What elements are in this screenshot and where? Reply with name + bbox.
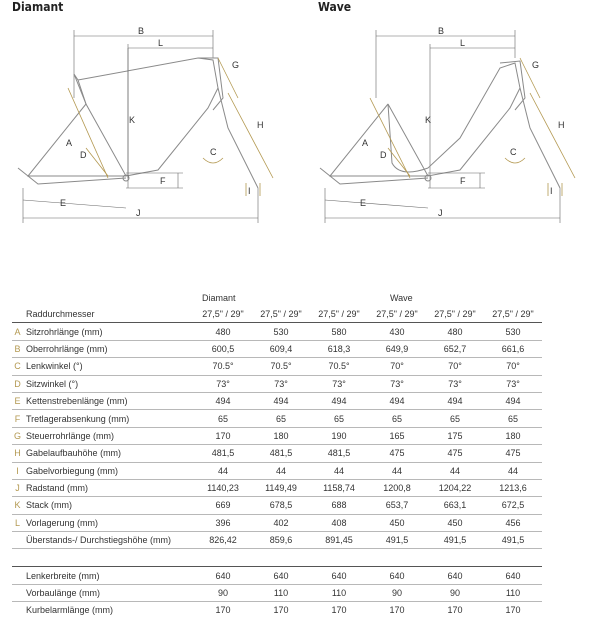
- table-cell: 70°: [368, 358, 426, 375]
- table-cell: 480: [194, 323, 252, 340]
- table-cell: 44: [484, 462, 542, 479]
- dim-label-c: C: [510, 147, 517, 157]
- table-cell: 475: [484, 445, 542, 462]
- table-cell: 663,1: [426, 497, 484, 514]
- table-cell: 1204,22: [426, 479, 484, 496]
- table-cell: 402: [252, 514, 310, 531]
- table-cell: 669: [194, 497, 252, 514]
- table-row: [12, 479, 542, 496]
- row-label: Sitzrohrlänge (mm): [23, 323, 194, 340]
- table-cell: 475: [426, 445, 484, 462]
- table-cell: 396: [194, 514, 252, 531]
- table-cell: 65: [426, 410, 484, 427]
- dim-label-g: G: [532, 60, 540, 70]
- table-cell: 44: [194, 462, 252, 479]
- table-cell: 73°: [310, 375, 368, 392]
- table-cell: 44: [252, 462, 310, 479]
- dim-label-k: K: [425, 115, 432, 125]
- table-cell: 73°: [368, 375, 426, 392]
- table-cell: 826,42: [194, 532, 252, 549]
- row-label: Steuerrohrlänge (mm): [23, 427, 194, 444]
- table-cell: 640: [484, 567, 542, 584]
- table-cell: 408: [310, 514, 368, 531]
- row-letter: G: [12, 427, 23, 444]
- spacer-row: [12, 549, 542, 567]
- table-cell: 481,5: [310, 445, 368, 462]
- wave-title: Wave: [318, 0, 352, 14]
- row-letter: F: [12, 410, 23, 427]
- table-cell: 640: [252, 567, 310, 584]
- table-cell: 530: [252, 323, 310, 340]
- row-letter: A: [12, 323, 23, 340]
- diamant-title: Diamant: [12, 0, 64, 14]
- dim-label-e: E: [60, 198, 67, 208]
- table-cell: 110: [310, 584, 368, 601]
- table-cell: 661,6: [484, 340, 542, 357]
- table-row: [12, 497, 542, 514]
- size-header: 27,5" / 29": [426, 306, 484, 323]
- table-cell: 180: [252, 427, 310, 444]
- table-cell: 456: [484, 514, 542, 531]
- dim-label-i: I: [550, 186, 553, 196]
- table-row: [12, 340, 542, 357]
- table-cell: 65: [252, 410, 310, 427]
- table-cell: 90: [368, 584, 426, 601]
- table-cell: 1213,6: [484, 479, 542, 496]
- row-letter: C: [12, 358, 23, 375]
- table-cell: 530: [484, 323, 542, 340]
- table-row: [12, 514, 542, 531]
- table-cell: 640: [426, 567, 484, 584]
- row-label: Überstands-/ Durchstiegshöhe (mm): [23, 532, 194, 549]
- table-cell: 170: [331, 605, 347, 616]
- table-cell: 44: [368, 462, 426, 479]
- table-cell: 688: [310, 497, 368, 514]
- dim-label-a: A: [66, 138, 73, 148]
- row-label: Kettenstrebenlänge (mm): [23, 392, 194, 409]
- row-letter: E: [12, 392, 23, 409]
- wave-frame-diagram: [310, 18, 590, 248]
- row-label: Sitzwinkel (°): [23, 375, 194, 392]
- size-header: 27,5" / 29": [368, 306, 426, 323]
- row-label: Lenkwinkel (°): [23, 358, 194, 375]
- table-cell: 70.5°: [310, 358, 368, 375]
- table-row: [12, 532, 542, 549]
- diamant-frame-diagram: [8, 18, 288, 248]
- table-cell: 580: [310, 323, 368, 340]
- table-cell: 170: [273, 605, 289, 616]
- row-label: Stack (mm): [23, 497, 194, 514]
- table-cell: 65: [368, 410, 426, 427]
- dim-label-d: D: [380, 150, 387, 160]
- row-label: Gabelaufbauhöhe (mm): [23, 445, 194, 462]
- table-cell: 491,5: [368, 532, 426, 549]
- table-cell: 450: [426, 514, 484, 531]
- table-row: [12, 445, 542, 462]
- row-letter: J: [12, 479, 23, 496]
- row-label: Kurbelarmlänge (mm): [26, 605, 114, 616]
- row-letter: H: [12, 445, 23, 462]
- group-wave: Wave: [390, 293, 413, 303]
- row-letter: K: [12, 497, 23, 514]
- row-label: Gabelvorbiegung (mm): [23, 462, 194, 479]
- table-cell: 70°: [426, 358, 484, 375]
- table-cell: 1158,74: [310, 479, 368, 496]
- dim-label-b: B: [138, 26, 145, 36]
- group-diamant: Diamant: [202, 293, 236, 303]
- row-label: Lenkerbreite (mm): [23, 567, 194, 584]
- table-cell: 110: [484, 584, 542, 601]
- dim-label-h: H: [257, 120, 264, 130]
- dim-label-d: D: [80, 150, 87, 160]
- row-letter: [12, 532, 23, 549]
- row-letter: L: [12, 514, 23, 531]
- table-cell: 44: [310, 462, 368, 479]
- table-cell: 494: [484, 392, 542, 409]
- dim-label-g: G: [232, 60, 240, 70]
- table-cell: 1149,49: [252, 479, 310, 496]
- row-label: Tretlagerabsenkung (mm): [23, 410, 194, 427]
- table-cell: 494: [310, 392, 368, 409]
- table-row: [12, 358, 542, 375]
- table-cell: 640: [194, 567, 252, 584]
- table-cell: 73°: [252, 375, 310, 392]
- dim-label-f: F: [160, 176, 166, 186]
- table-cell: 90: [426, 584, 484, 601]
- table-cell: 70°: [484, 358, 542, 375]
- dim-label-j: J: [438, 208, 443, 218]
- dim-label-a: A: [362, 138, 369, 148]
- table-cell: 1140,23: [194, 479, 252, 496]
- table-row: [12, 567, 542, 584]
- header-label: Raddurchmesser: [23, 306, 194, 323]
- table-cell: 600,5: [194, 340, 252, 357]
- dim-label-h: H: [558, 120, 565, 130]
- table-cell: 165: [368, 427, 426, 444]
- table-row: [12, 392, 542, 409]
- table-cell: 678,5: [252, 497, 310, 514]
- dim-label-k: K: [129, 115, 136, 125]
- table-cell: 891,45: [310, 532, 368, 549]
- dim-label-i: I: [248, 186, 251, 196]
- table-row: [12, 427, 542, 444]
- size-header: 27,5" / 29": [310, 306, 368, 323]
- table-cell: 430: [368, 323, 426, 340]
- table-cell: 44: [426, 462, 484, 479]
- table-cell: 175: [426, 427, 484, 444]
- table-cell: 65: [484, 410, 542, 427]
- table-cell: 609,4: [252, 340, 310, 357]
- table-cell: 450: [368, 514, 426, 531]
- dim-label-c: C: [210, 147, 217, 157]
- table-row: [12, 462, 542, 479]
- table-cell: 481,5: [194, 445, 252, 462]
- table-cell: 859,6: [252, 532, 310, 549]
- table-cell: 170: [215, 605, 231, 616]
- table-cell: 640: [368, 567, 426, 584]
- table-cell: 170: [447, 605, 463, 616]
- table-cell: 170: [389, 605, 405, 616]
- table-cell: 70.5°: [194, 358, 252, 375]
- table-cell: 190: [310, 427, 368, 444]
- row-letter: D: [12, 375, 23, 392]
- table-cell: 491,5: [484, 532, 542, 549]
- table-cell: 110: [252, 584, 310, 601]
- table-cell: 170: [505, 605, 521, 616]
- dim-label-b: B: [438, 26, 445, 36]
- table-cell: 70.5°: [252, 358, 310, 375]
- dim-label-f: F: [460, 176, 466, 186]
- dim-label-l: L: [158, 38, 164, 48]
- table-cell: 640: [310, 567, 368, 584]
- table-row: [12, 584, 542, 601]
- table-cell: 170: [194, 427, 252, 444]
- table-cell: 649,9: [368, 340, 426, 357]
- table-cell: 618,3: [310, 340, 368, 357]
- table-row: [12, 602, 542, 619]
- table-cell: 73°: [484, 375, 542, 392]
- row-label: Oberrohrlänge (mm): [23, 340, 194, 357]
- dim-label-l: L: [460, 38, 466, 48]
- table-row: [12, 410, 542, 427]
- table-cell: 480: [426, 323, 484, 340]
- table-cell: 494: [194, 392, 252, 409]
- row-letter: I: [12, 462, 23, 479]
- row-label: Radstand (mm): [23, 479, 194, 496]
- table-cell: 65: [194, 410, 252, 427]
- group-header-row: [12, 290, 542, 306]
- row-label: Vorlagerung (mm): [23, 514, 194, 531]
- table-cell: 494: [368, 392, 426, 409]
- size-header: 27,5" / 29": [252, 306, 310, 323]
- size-header-row: [12, 306, 542, 323]
- dim-label-e: E: [360, 198, 367, 208]
- table-cell: 1200,8: [368, 479, 426, 496]
- size-header: 27,5" / 29": [484, 306, 542, 323]
- size-header: 27,5" / 29": [194, 306, 252, 323]
- table-cell: 653,7: [368, 497, 426, 514]
- table-cell: 481,5: [252, 445, 310, 462]
- table-cell: 672,5: [484, 497, 542, 514]
- table-cell: 90: [194, 584, 252, 601]
- table-row: [12, 323, 542, 340]
- row-label: Vorbaulänge (mm): [23, 584, 194, 601]
- geometry-table: [12, 290, 542, 619]
- table-cell: 494: [426, 392, 484, 409]
- table-cell: 180: [484, 427, 542, 444]
- row-letter: B: [12, 340, 23, 357]
- table-cell: 494: [252, 392, 310, 409]
- table-cell: 73°: [426, 375, 484, 392]
- table-row: [12, 375, 542, 392]
- dim-label-j: J: [136, 208, 141, 218]
- table-cell: 652,7: [426, 340, 484, 357]
- table-cell: 73°: [194, 375, 252, 392]
- table-cell: 491,5: [426, 532, 484, 549]
- table-cell: 475: [368, 445, 426, 462]
- table-cell: 65: [310, 410, 368, 427]
